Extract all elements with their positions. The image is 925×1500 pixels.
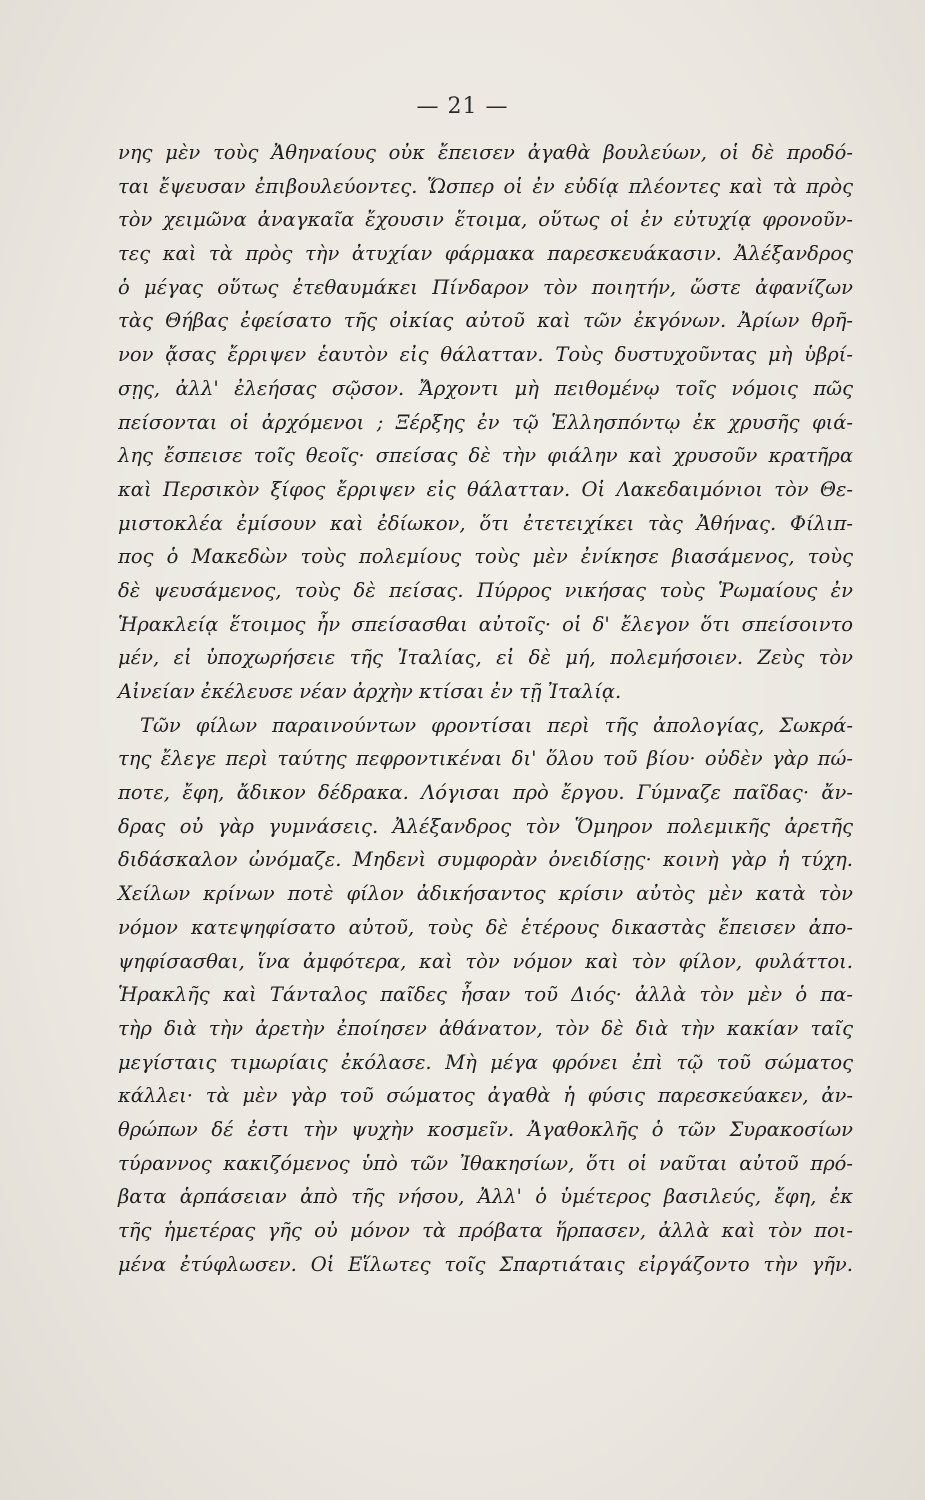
text-line: πείσονται οἱ ἀρχόμενοι ; Ξέρξης ἐν τῷ Ἑλλησπόντῳ ἐκ χρυσῆς φιά- (118, 410, 853, 434)
text-line: ὁ μέγας οὕτως ἐτεθαυμάκει Πίνδαρον τὸν ποιητήν, ὥστε ἀφανίζων (118, 275, 853, 299)
text-line: δρας οὐ γὰρ γυμνάσεις. Ἀλέξανδρος τὸν Ὅμηρον πολεμικῆς ἀρετῆς (118, 814, 853, 838)
page-number: — 21 — (416, 94, 509, 119)
text-line: τὴρ διὰ τὴν ἀρετὴν ἐποίησεν ἀθάνατον, τὸν δὲ διὰ τὴν κακίαν ταῖς (118, 1016, 853, 1040)
text-line: τὰς Θήβας ἐφείσατο τῆς οἰκίας αὐτοῦ καὶ τῶν ἐκγόνων. Ἀρίων θρῆ- (118, 309, 853, 333)
text-line: μέν, εἰ ὑποχωρήσειε τῆς Ἰταλίας, εἰ δὲ μή, πολεμήσοιεν. Ζεὺς τὸν (118, 646, 853, 670)
text-line: τύραννος κακιζόμενος ὑπὸ τῶν Ἰθακησίων, ὅτι οἱ ναῦται αὐτοῦ πρό- (118, 1151, 853, 1175)
text-line: Χείλων κρίνων ποτὲ φίλον ἀδικήσαντος κρίσιν αὐτὸς μὲν κατὰ τὸν (118, 882, 853, 906)
paragraph-start-line: Τῶν φίλων παραινούντων φροντίσαι περὶ τῆς ἀπολογίας, Σωκρά- (140, 713, 853, 737)
body-text (118, 136, 853, 1281)
text-line: θρώπων δέ ἐστι τὴν ψυχὴν κοσμεῖν. Ἀγαθοκλῆς ὁ τῶν Συρακοσίων (118, 1117, 853, 1141)
text-line: βατα ἁρπάσειαν ἀπὸ τῆς νήσου, Ἀλλ' ὁ ὑμέτερος βασιλεύς, ἔφη, ἐκ (118, 1185, 853, 1209)
text-line: μεγίσταις τιμωρίαις ἐκόλασε. Μὴ μέγα φρόνει ἐπὶ τῷ τοῦ σώματος (118, 1050, 853, 1074)
text-line: ψηφίσασθαι, ἵνα ἀμφότερα, καὶ τὸν νόμον καὶ τὸν φίλον, φυλάττοι. (118, 949, 853, 973)
text-line: δὲ ψευσάμενος, τοὺς δὲ πείσας. Πύρρος νικήσας τοὺς Ῥωμαίους ἐν (118, 578, 853, 602)
text-line: μένα ἐτύφλωσεν. Οἱ Εἵλωτες τοῖς Σπαρτιάταις εἰργάζοντο τὴν γῆν. (118, 1252, 853, 1276)
text-line: κάλλει· τὰ μὲν γὰρ τοῦ σώματος ἀγαθὰ ἡ φύσις παρεσκεύακεν, ἀν- (118, 1084, 853, 1108)
text-line: σῃς, ἀλλ' ἐλεήσας σῷσον. Ἄρχοντι μὴ πειθομένῳ τοῖς νόμοις πῶς (118, 376, 853, 400)
text-line: της ἔλεγε περὶ ταύτης πεφροντικέναι δι' ὅλου τοῦ βίου· οὐδὲν γὰρ πώ- (118, 747, 853, 771)
text-line: τῆς ἡμετέρας γῆς οὐ μόνον τὰ πρόβατα ἥρπασεν, ἀλλὰ καὶ τὸν ποι- (118, 1219, 853, 1242)
paragraph-end-line: Αἰνείαν ἐκέλευσε νέαν ἀρχὴν κτίσαι ἐν τῇ Ἰταλίᾳ. (118, 680, 622, 703)
text-line: τες καὶ τὰ πρὸς τὴν ἀτυχίαν φάρμακα παρεσκευάκασιν. Ἀλέξανδρος (118, 242, 853, 266)
text-line: Ἡρακλείᾳ ἕτοιμος ἦν σπείσασθαι αὐτοῖς· οἱ δ' ἔλεγον ὅτι σπείσοιντο (118, 612, 853, 636)
text-line: καὶ Περσικὸν ξίφος ἔρριψεν εἰς θάλατταν. Οἱ Λακεδαιμόνιοι τὸν Θε- (118, 477, 853, 501)
text-line: ται ἔψευσαν ἐπιβουλεύοντες. Ὥσπερ οἱ ἐν εὐδίᾳ πλέοντες καὶ τὰ πρὸς (118, 174, 853, 198)
text-line: τὸν χειμῶνα ἀναγκαῖα ἔχουσιν ἕτοιμα, οὕτως οἱ ἐν εὐτυχίᾳ φρονοῦν- (118, 208, 853, 232)
text-line: νόμον κατεψηφίσατο αὐτοῦ, τοὺς δὲ ἑτέρους δικαστὰς ἔπεισεν ἀπο- (118, 915, 853, 939)
text-line: νον ᾄσας ἔρριψεν ἑαυτὸν εἰς θάλατταν. Τοὺς δυστυχοῦντας μὴ ὑβρί- (118, 343, 853, 367)
text-line: λης ἔσπεισε τοῖς θεοῖς· σπείσας δὲ τὴν φιάλην καὶ χρυσοῦν κρατῆρα (118, 444, 853, 468)
text-line: ποτε, ἔφη, ἄδικον δέδρακα. Λόγισαι πρὸ ἔργου. Γύμναζε παῖδας· ἄν- (118, 781, 853, 805)
text-line: Ἡρακλῆς καὶ Τάνταλος παῖδες ἦσαν τοῦ Διός· ἀλλὰ τὸν μὲν ὁ πα- (118, 983, 853, 1007)
text-line: μιστοκλέα ἐμίσουν καὶ ἐδίωκον, ὅτι ἐτετειχίκει τὰς Ἀθήνας. Φίλιπ- (118, 511, 853, 535)
text-line: διδάσκαλον ὠνόμαζε. Μηδενὶ συμφορὰν ὀνειδίσῃς· κοινὴ γὰρ ἡ τύχη. (118, 848, 853, 872)
text-line: νης μὲν τοὺς Ἀθηναίους οὐκ ἔπεισεν ἀγαθὰ βουλεύων, οἱ δὲ προδό- (118, 141, 853, 164)
text-line: πος ὁ Μακεδὼν τοὺς πολεμίους τοὺς μὲν ἐνίκησε βιασάμενος, τοὺς (118, 545, 853, 569)
